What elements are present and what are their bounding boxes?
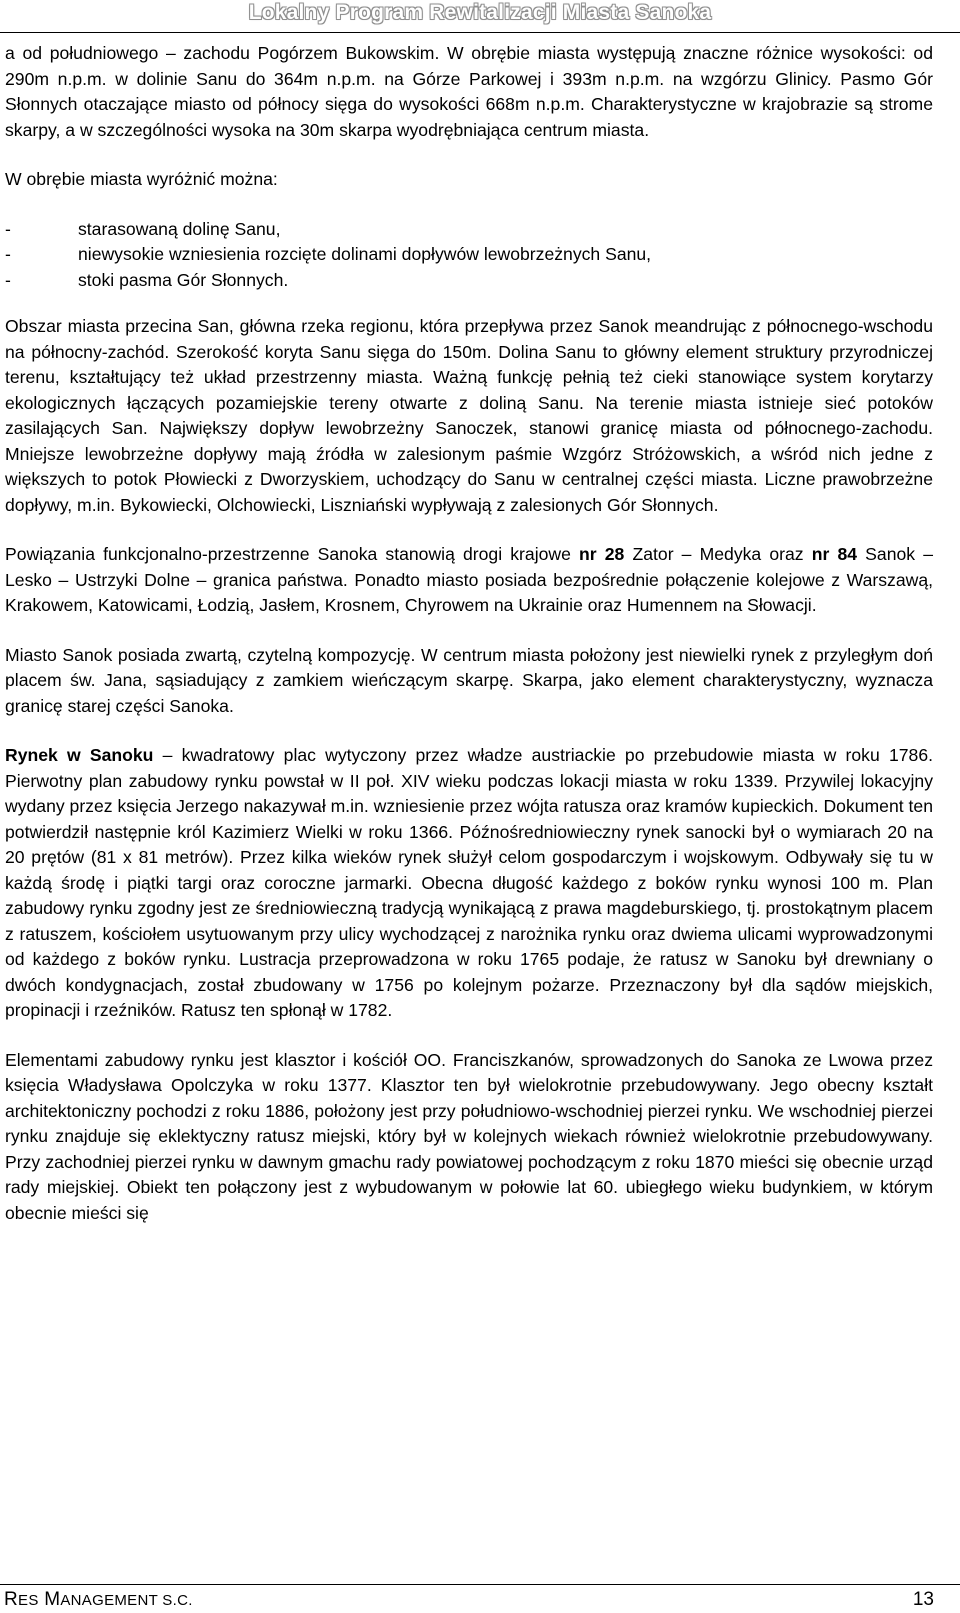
company-smallcaps: ANAGEMENT (60, 1592, 158, 1609)
paragraph-list-intro: W obrębie miasta wyróżnić można: (5, 169, 278, 189)
road-number-bold: nr 28 (579, 544, 625, 564)
company-smallcaps: S.C. (157, 1592, 193, 1609)
list-item (5, 242, 933, 268)
road-number-bold: nr 84 (811, 544, 858, 564)
paragraph-text: Sanok – Lesko – Ustrzyki Dolne – granica państwa. Ponadto miasto posiada bezpośrednie połączenie kolejowe z Warszawą, Krakowem, Katowicami, Łodzią, Jasłem, Krosnem, Chyrowem na Ukrainie oraz Humennem na Słowacji. (5, 544, 933, 615)
list-item (5, 217, 933, 243)
footer-company (4, 1589, 193, 1611)
landform-list (5, 217, 933, 294)
page-number: 13 (912, 1589, 934, 1610)
footer-divider (0, 1584, 960, 1585)
market-heading-bold: Rynek w Sanoku (5, 745, 154, 765)
paragraph-terrain: a od południowego – zachodu Pogórzem Bukowskim. W obrębie miasta występują znaczne różnice wysokości: od 290m n.p.m. w dolinie Sanu do 364m n.p.m. na Górze Parkowej i 393m n.p.m. na wzgórzu Glinicy. Pasmo Gór Słonnych otaczające miasto od północy sięga do wysokości 668m n.p.m. Charakterystyczne w krajobrazie są strome skarpy, a w szczególności wysoka na 30m skarpa wyodrębniająca centrum miasta. (5, 43, 933, 140)
company-letter: M (38, 1589, 61, 1610)
list-dash: - (5, 269, 11, 290)
paragraph-river: Obszar miasta przecina San, główna rzeka regionu, która przepływa przez Sanok meandrując z północnego-wschodu na północny-zachód. Szerokość koryta Sanu sięga do 150m. Dolina Sanu to główny element struktury przyrodniczej terenu, kształtujący też układ przestrzenny miasta. Ważną funkcję pełnią też cieki stanowiące system korytarzy ekologicznych łączących pozamiejskie tereny otwarte z doliną Sanu. Na terenie miasta istnieje sieć potoków zasilających San. Największy dopływ lewobrzeżny Sanoczek, stanowi granicę miasta od północnego-zachodu. Mniejsze lewobrzeżne dopływy mają źródła w zalesionym paśmie Wzgórz Stróżowskich, a wśród nich jedne z większych to potok Płowiecki z Dworzyskiem, uchodzący do Sanu w centralnej części miasta. Liczne prawobrzeżne dopływy, m.in. Bykowiecki, Olchowiecki, Liszniański wypływają z zalesionych Gór Słonnych. (5, 316, 933, 515)
document-body (5, 41, 933, 1226)
list-item-text: niewysokie wzniesienia rozcięte dolinami dopływów lewobrzeżnych Sanu, (78, 244, 652, 264)
paragraph-composition: Miasto Sanok posiada zwartą, czytelną kompozycję. W centrum miasta położony jest niewielki rynek z przyległym doń placem św. Jana, sąsiadujący z zamkiem wieńczącym skarpę. Skarpa, jako element charakterystyczny, wyznacza granicę starej części Sanoka. (5, 644, 933, 716)
paragraph-text: Powiązania funkcjonalno-przestrzenne Sanoka stanowią drogi krajowe (5, 544, 580, 564)
list-dash: - (5, 218, 11, 239)
header-title: Lokalny Program Rewitalizacji Miasta Sanoka (248, 1, 712, 24)
header-divider (0, 32, 960, 33)
company-letter: R (4, 1589, 19, 1610)
paragraph-connections (5, 542, 933, 619)
list-item-text: starasowaną dolinę Sanu, (78, 218, 281, 239)
paragraph-market-square (5, 743, 933, 1024)
page-header (0, 0, 960, 34)
list-item (5, 268, 933, 294)
list-dash: - (5, 244, 11, 264)
company-smallcaps: ES (18, 1592, 39, 1609)
list-item-text: stoki pasma Gór Słonnych. (78, 269, 289, 290)
paragraph-text: – kwadratowy plac wytyczony przez władze austriackie po przebudowie miasta w roku 1786. Pierwotny plan zabudowy rynku powstał w II poł. XIV wieku podczas lokacji miasta w roku 1339. Przywilej lokacyjny wydany przez księcia Jerzego nakazywał m.in. wzniesienie przez wójta ratusza oraz kramów kupieckich. Dokument ten potwierdził następnie król Kazimierz Wielki w roku 1366. Późnośredniowieczny rynek sanocki był o wymiarach 20 na 20 prętów (81 x 81 metrów). Przez kilka wieków rynek służył celom gospodarczym i wojskowym. Odbywały się tu w każdą środę i piątki targi oraz coroczne jarmarki. Obecna długość każdego z boków rynku wynosi 100 m. Plan zabudowy rynku zgodny jest ze średniowieczną tradycją wynikającą z prawa magdeburskiego, tj. prostokątnym placem z ratuszem, kościołem usytuowanym przy ulicy wychodzącej z narożnika rynku oraz dwiema ulicami wyprowadzonymi od każdego z boków rynku. Lustracja przeprowadzona w roku 1765 podaje, że ratusz w Sanoku był drewniany o dwóch kondygnacjach, został zbudowany w 1756 po kolejnym pożarze. Przeznaczony był dla sądów miejskich, propinacji i rzeźników. Ratusz ten spłonął w 1782. (5, 745, 933, 1020)
paragraph-text: Zator – Medyka oraz (624, 544, 812, 564)
paragraph-buildings: Elementami zabudowy rynku jest klasztor i kościół OO. Franciszkanów, sprowadzonych do Sanoka ze Lwowa przez księcia Władysława Opolczyka w roku 1377. Klasztor ten był wielokrotnie przebudowywany. Jego obecny kształt architektoniczny pochodzi z roku 1886, położony jest przy południowo-wschodniej pierzei rynku. We wschodniej pierzei rynku znajduje się eklektyczny ratusz miejski, który był w kolejnych wiekach również wielokrotnie przebudowywany. Przy zachodniej pierzei rynku w dawnym gmachu rady powiatowej pochodzącym z roku 1870 mieści się obecnie urząd rady miejskiej. Obiekt ten połączony jest z wybudowanym w połowie lat 60. ubiegłego wieku budynkiem, w którym obecnie mieści się (5, 1049, 933, 1223)
